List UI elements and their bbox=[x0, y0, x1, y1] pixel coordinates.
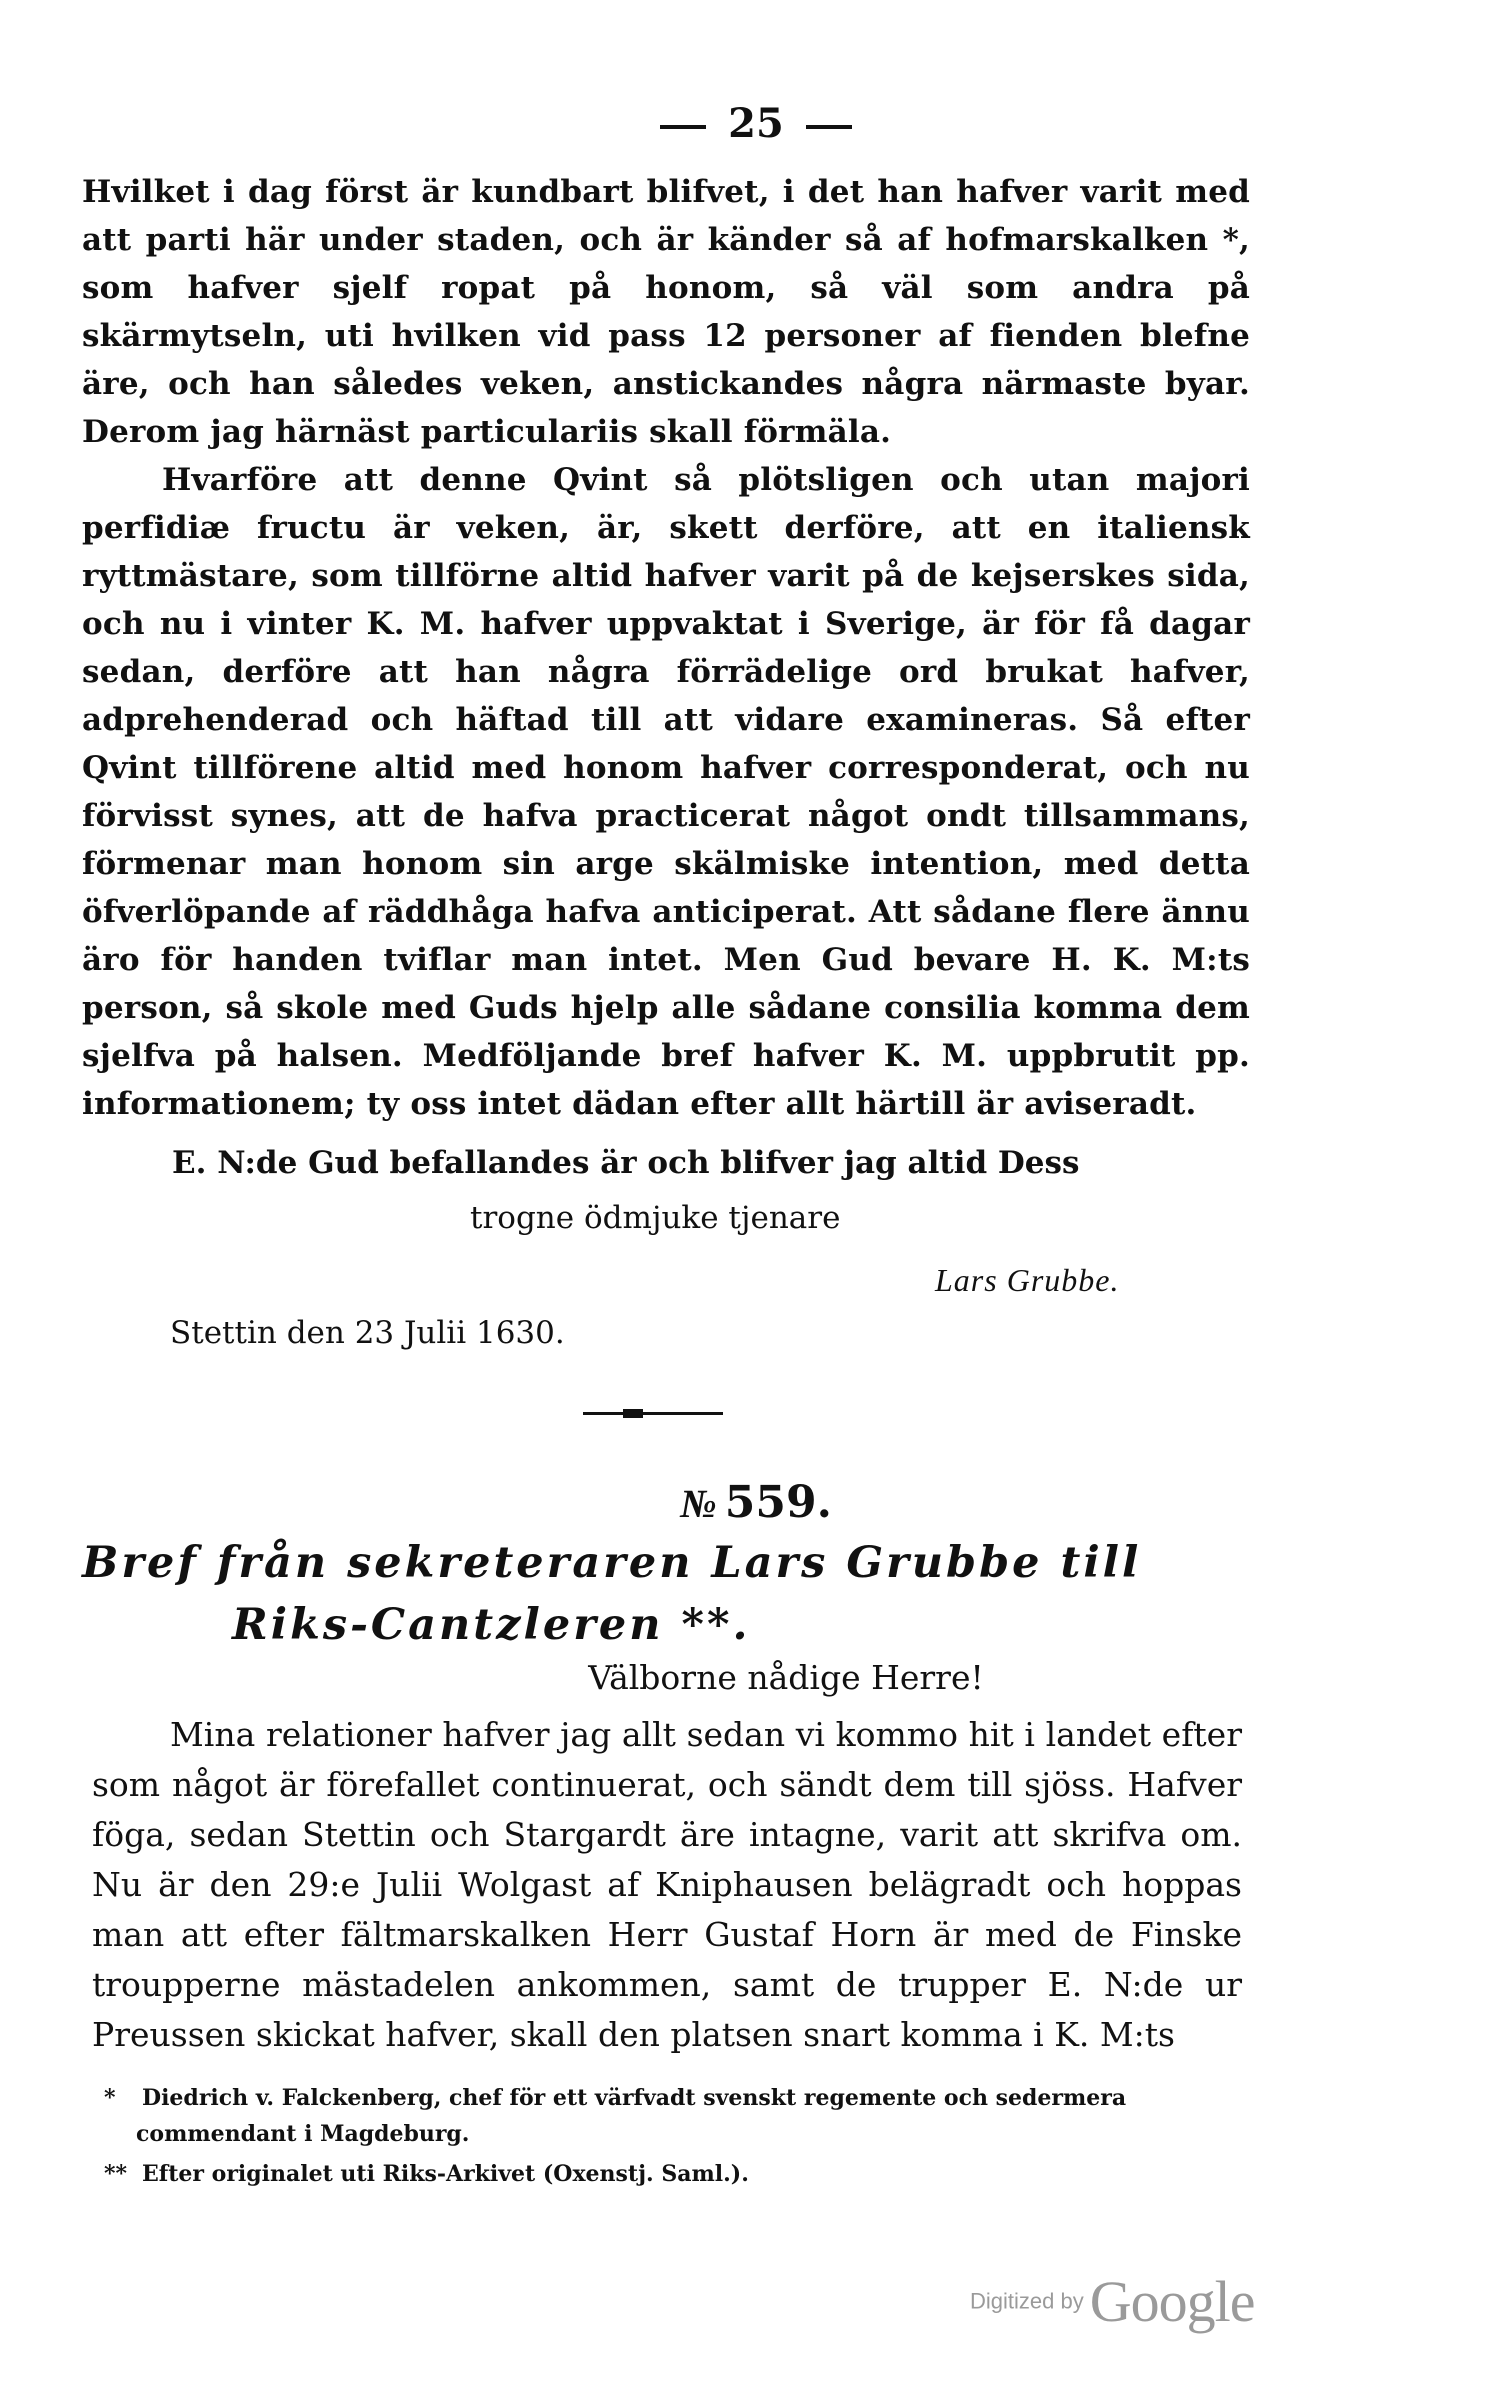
letter2-paragraph: Mina relationer hafver jag allt sedan vi kommo hit i landet efter som något är förefallet continuerat, och sändt dem till sjöss. Hafver föga, sedan Stettin och Stargardt äre intagne, varit att skrifva om. Nu är den 29:e Julii Wolgast af Kniphausen belägradt och hoppas man att efter fältmarskalken Herr Gustaf Horn är med de Finske troupperne mästadelen ankommen, samt de trupper E. N:de ur Preussen skickat hafver, skall den platsen snart komma i K. M:ts bbox=[92, 1715, 1242, 2054]
footnote-marker: ** bbox=[104, 2161, 128, 2187]
letter2-number-value: 559. bbox=[724, 1477, 832, 1528]
footnote-text: Efter originalet uti Riks-Arkivet (Oxenstj. Saml.). bbox=[142, 2161, 749, 2187]
letter1-signature: Lars Grubbe. bbox=[935, 1262, 1120, 1298]
footnotes bbox=[104, 2080, 1230, 2196]
letter2-title-line2: Riks-Cantzleren **. bbox=[232, 1600, 751, 1650]
letter1-closing-line1: E. N:de Gud befallandes är och blifver jag altid Dess bbox=[172, 1145, 1080, 1181]
letter1-paragraph: Hvarföre att denne Qvint så plötsligen och utan majori perfidiæ fructu är veken, är, skett derföre, att en italiensk ryttmästare, som tillförne altid hafver varit på de kejserskes sida, och nu i vinter K. M. hafver uppvaktat i Sverige, är för få dagar sedan, derföre att han några förrädelige ord brukat hafver, adprehenderad och häftad till att vidare examineras. Så efter Qvint tillförene altid med honom hafver corresponderat, och nu förvisst synes, att de hafva practicerat något ondt tillsammans, förmenar man honom sin arge skälmiske intention, med detta öfverlöpande af räddhåga hafva anticiperat. Att sådane flere ännu äro för handen tviflar man intet. Men Gud bevare H. K. M:ts person, så skole med Guds hjelp alle sådane consilia komma dem sjelfva på halsen. Medföljande bref hafver K. M. uppbrutit pp. informationem; ty oss intet dädan efter allt härtill är aviseradt. bbox=[82, 462, 1250, 1122]
footnote bbox=[104, 2156, 1230, 2192]
footnote-marker: * bbox=[104, 2085, 116, 2111]
page-number-value: 25 bbox=[728, 100, 784, 147]
letter2-body bbox=[92, 1710, 1242, 2060]
footnote bbox=[104, 2080, 1230, 2152]
letter1-closing-line2: trogne ödmjuke tjenare bbox=[470, 1200, 841, 1236]
letter1-paragraph: Hvilket i dag först är kundbart blifvet, i det han hafver varit med att parti här under staden, och är känder så af hofmarskalken *, som hafver sjelf ropat på honom, så väl som andra på skärmytseln, uti hvilken vid pass 12 personer af fienden blefne äre, och han således veken, anstickandes några närmaste byar. Derom jag härnäst particulariis skall förmäla. bbox=[82, 174, 1250, 450]
page-number-dash-left bbox=[660, 125, 706, 129]
watermark-brand: Google bbox=[1089, 2269, 1255, 2334]
section-separator bbox=[583, 1412, 723, 1415]
page-number bbox=[0, 100, 1512, 147]
number-sign: № bbox=[680, 1481, 717, 1526]
letter2-salutation: Välborne nådige Herre! bbox=[588, 1658, 984, 1697]
letter2-title-line1: Bref från sekreteraren Lars Grubbe till bbox=[82, 1538, 1142, 1588]
watermark-prefix: Digitized by bbox=[970, 2288, 1084, 2314]
page-number-dash-right bbox=[806, 125, 852, 129]
letter2-title bbox=[82, 1532, 1282, 1656]
letter1-body bbox=[82, 168, 1250, 1128]
letter1-place-date: Stettin den 23 Julii 1630. bbox=[170, 1315, 565, 1351]
footnote-text: Diedrich v. Falckenberg, chef för ett värfvadt svenskt regemente och sedermera commendant i Magdeburg. bbox=[136, 2085, 1127, 2147]
letter2-number bbox=[0, 1477, 1512, 1528]
digitized-watermark bbox=[970, 2268, 1254, 2335]
